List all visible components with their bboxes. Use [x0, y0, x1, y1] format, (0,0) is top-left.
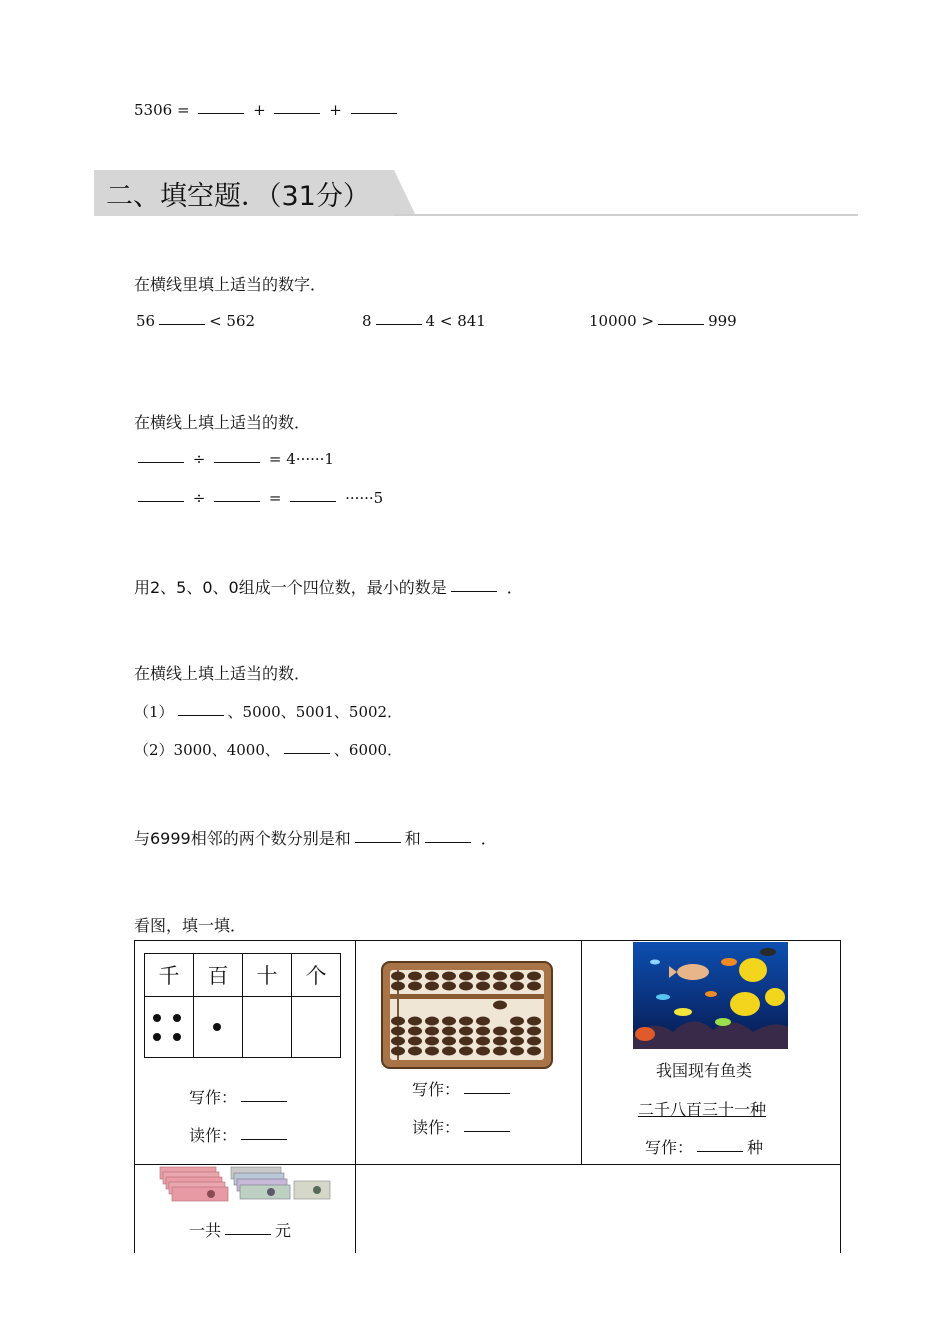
place-cell-thousands: [145, 997, 194, 1058]
divide-sign: ÷: [192, 450, 206, 468]
answer-blank[interactable]: [159, 323, 205, 325]
q2-line-1: [134, 450, 334, 468]
table-border: [134, 940, 135, 1253]
place-header: 个: [292, 954, 341, 997]
table-border: [581, 940, 582, 1164]
count-dot: [173, 1014, 181, 1022]
q3-end: ．: [506, 578, 523, 597]
answer-blank[interactable]: [284, 752, 330, 754]
answer-blank[interactable]: [464, 1130, 510, 1132]
total-label: 一共: [189, 1221, 222, 1240]
q1-item-1: [136, 312, 255, 330]
aquarium-fish-image: [633, 942, 788, 1049]
q4-label: （1）: [134, 703, 174, 721]
unit-label: 元: [275, 1221, 292, 1240]
answer-blank[interactable]: [355, 841, 401, 843]
answer-blank[interactable]: [351, 112, 397, 114]
answer-blank[interactable]: [241, 1138, 287, 1140]
q2-line-2: [134, 489, 383, 507]
q4-line-1: [134, 701, 402, 722]
q2-line-text: = 4······1: [268, 450, 334, 468]
answer-blank[interactable]: [464, 1092, 510, 1094]
q4-prompt: 在横线上填上适当的数．: [134, 664, 311, 683]
plus-sign: +: [329, 101, 342, 119]
count-dot: [213, 1023, 221, 1031]
banknotes-image: [159, 1166, 331, 1206]
q4-label: （2）3000、4000、: [134, 741, 280, 759]
unit-label: 种: [747, 1138, 764, 1157]
read-label: 读作：: [412, 1118, 461, 1137]
q3-line: [134, 575, 523, 598]
answer-blank[interactable]: [658, 323, 704, 325]
table-border: [355, 940, 356, 1253]
q5-end: ．: [480, 829, 497, 848]
q1-item-text: 10000 >: [589, 312, 655, 330]
answer-blank[interactable]: [274, 112, 320, 114]
write-label: 写作：: [645, 1138, 694, 1157]
fish-caption: 我国现有鱼类: [656, 1061, 753, 1080]
top-equation: [134, 101, 401, 119]
answer-blank[interactable]: [178, 714, 224, 716]
q1-item-text: < 562: [209, 312, 256, 330]
q5-text: 与6999相邻的两个数分别是和: [134, 829, 351, 848]
cell2-read: [412, 1115, 514, 1138]
answer-blank[interactable]: [376, 323, 422, 325]
q6-table: [134, 940, 841, 1253]
q1-prompt: 在横线里填上适当的数字．: [134, 275, 327, 294]
cell3-write: [645, 1135, 763, 1158]
q1-item-2: [362, 312, 486, 330]
answer-blank[interactable]: [214, 500, 260, 502]
q1-item-3: [589, 312, 737, 330]
cell1-write: [189, 1085, 291, 1108]
q1-item-text: 999: [708, 312, 737, 330]
table-border: [840, 940, 841, 1253]
cell2-write: [412, 1077, 514, 1100]
cell1-read: [189, 1123, 291, 1146]
place-cell-ones: [292, 997, 341, 1058]
q2-line-text: ······5: [345, 489, 384, 507]
q4-line-2: [134, 739, 402, 760]
answer-blank[interactable]: [138, 461, 184, 463]
answer-blank[interactable]: [241, 1100, 287, 1102]
q6-prompt: 看图，填一填．: [134, 916, 247, 935]
abacus-image: [381, 961, 553, 1069]
write-label: 写作：: [412, 1080, 461, 1099]
answer-blank[interactable]: [214, 461, 260, 463]
place-header: 十: [243, 954, 292, 997]
count-dot: [173, 1033, 181, 1041]
place-cell-tens: [243, 997, 292, 1058]
answer-blank[interactable]: [198, 112, 244, 114]
answer-blank[interactable]: [290, 500, 336, 502]
place-cell-hundreds: [194, 997, 243, 1058]
q4-text: 、6000．: [333, 741, 403, 759]
equation-lhs: 5306 =: [134, 101, 190, 119]
place-header: 千: [145, 954, 194, 997]
q4-text: 、5000、5001、5002．: [227, 703, 403, 721]
write-label: 写作：: [189, 1088, 238, 1107]
section-rule: [394, 214, 858, 216]
answer-blank[interactable]: [225, 1233, 271, 1235]
divide-sign: ÷: [192, 489, 206, 507]
answer-blank[interactable]: [425, 841, 471, 843]
place-header: 百: [194, 954, 243, 997]
count-dot: [153, 1033, 161, 1041]
read-label: 读作：: [189, 1126, 238, 1145]
table-border: [134, 1164, 841, 1165]
q3-text: 用2、5、0、0组成一个四位数，最小的数是: [134, 578, 447, 597]
section-header: [94, 170, 858, 218]
answer-blank[interactable]: [451, 590, 497, 592]
place-value-chart: [144, 953, 341, 1058]
plus-sign: +: [253, 101, 266, 119]
section-title: 二、填空题．（31分）: [106, 181, 370, 212]
q5-line: [134, 826, 497, 849]
q1-item-text: 4 < 841: [425, 312, 486, 330]
equals-sign: =: [268, 489, 282, 507]
answer-blank[interactable]: [697, 1150, 743, 1152]
fish-count-text: 二千八百三十一种: [638, 1100, 767, 1119]
q1-item-text: 56: [136, 312, 156, 330]
table-border: [134, 940, 841, 941]
answer-blank[interactable]: [138, 500, 184, 502]
q1-item-text: 8: [362, 312, 372, 330]
cell4-total: [189, 1218, 291, 1241]
q2-prompt: 在横线上填上适当的数．: [134, 413, 311, 432]
q5-mid: 和: [404, 829, 421, 848]
count-dot: [153, 1014, 161, 1022]
